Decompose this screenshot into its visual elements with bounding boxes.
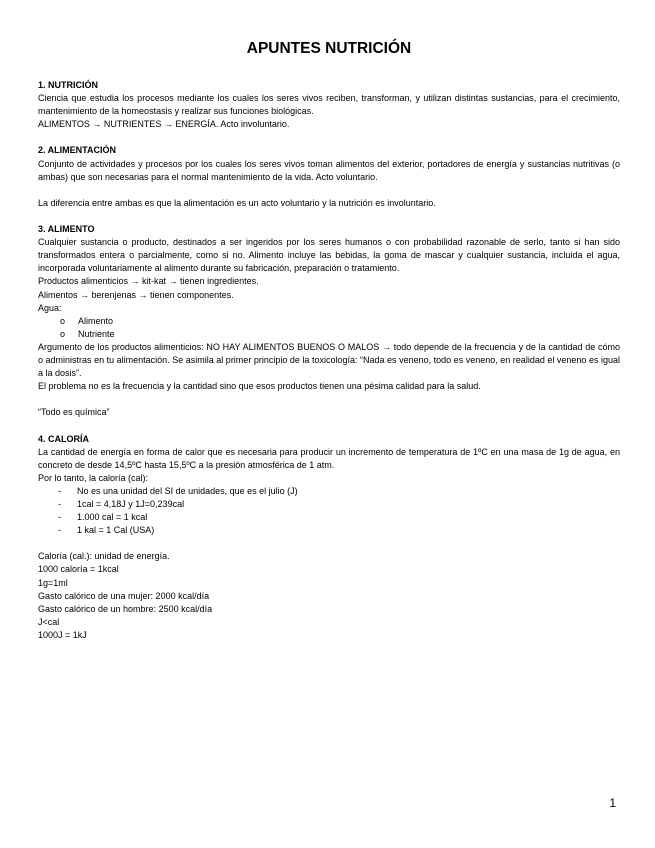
dash-marker: - bbox=[58, 512, 61, 523]
document-page bbox=[38, 40, 620, 642]
heading-nutricion: 1. NUTRICIÓN bbox=[38, 80, 99, 90]
alimento-definition: Cualquier sustancia o producto, destinados a ser ingeridos por los seres humanos o con probabilidad razonable de serlo, tanto si han sido transformados entera o parcialmente, como si no. Alimento incluye las bebidas, la goma de mascar y cualquier sustancia, incluida el agua, incorporada voluntariamente al alimento durante su fabricación, preparación o tratamiento. bbox=[38, 237, 620, 274]
heading-alimentacion: 2. ALIMENTACIÓN bbox=[38, 145, 116, 156]
list-item: o Alimento bbox=[38, 315, 620, 328]
note-line: 1000J = 1kJ bbox=[38, 629, 87, 640]
note-line: Caloría (cal.): unidad de energía. bbox=[38, 551, 170, 562]
list-item: - 1 kal = 1 Cal (USA) bbox=[38, 524, 620, 537]
caloria-definition: La cantidad de energía en forma de calor que es necesaria para producir un incremento de temperatura de 1ºC en una masa de 1g de agua, en concreto de desde 14,5ºC hasta 15,5ºC a la presión atmosférica de 1 atm. bbox=[38, 446, 620, 470]
heading-alimento: 3. ALIMENTO bbox=[38, 224, 95, 235]
heading-caloria: 4. CALORÍA bbox=[38, 433, 90, 444]
section-alimento bbox=[38, 223, 620, 419]
note-line: J<cal bbox=[38, 616, 60, 627]
section-nutricion bbox=[38, 79, 620, 131]
problem-line: El problema no es la frecuencia y la cantidad sino que esos productos tienen una pésima calidad para la salud. bbox=[38, 381, 481, 392]
dash-marker: - bbox=[58, 499, 61, 509]
list-item: - 1.000 cal = 1 kcal bbox=[38, 511, 620, 524]
difference-note: La diferencia entre ambas es que la alimentación es un acto voluntario y la nutrición es involuntario. bbox=[38, 197, 436, 208]
bullet-marker: o bbox=[60, 328, 66, 339]
agua-line: Agua: bbox=[38, 302, 62, 313]
section-caloria bbox=[38, 433, 620, 643]
note-line: Gasto calórico de un hombre: 2500 kcal/día bbox=[38, 603, 213, 614]
note-line: 1g=1ml bbox=[38, 577, 68, 588]
list-item: o Nutriente bbox=[38, 328, 620, 341]
dash-marker: - bbox=[58, 525, 61, 536]
caloria-intro: Por lo tanto, la caloría (cal): bbox=[38, 472, 149, 483]
section-alimentacion bbox=[38, 144, 620, 209]
list-item: - No es una unidad del SI de unidades, que es el julio (J) bbox=[38, 485, 620, 498]
agua-list bbox=[38, 315, 620, 341]
argument-paragraph: Argumento de los productos alimenticios: NO HAY ALIMENTOS BUENOS O MALOS → todo depende de la frecuencia y de la cantidad de cómo o administras en tu alimentación. Se asimila al primer principio de la toxicología: “Nada es veneno, todo es veneno, en realidad el veneno es igual a la dosis”. bbox=[38, 341, 620, 379]
page-title: APUNTES NUTRICIÓN bbox=[246, 40, 412, 57]
list-item: - 1cal = 4,18J y 1J=0,239cal bbox=[38, 498, 620, 511]
nutricion-chain: ALIMENTOS → NUTRIENTES → ENERGÍA. Acto involuntario. bbox=[38, 119, 290, 130]
productos-line: Productos alimenticios → kit-kat → tienen ingredientes. bbox=[38, 276, 259, 287]
note-line: Gasto calórico de una mujer: 2000 kcal/día bbox=[38, 590, 210, 601]
quote-line: “Todo es química” bbox=[38, 407, 110, 418]
page-number: 1 bbox=[609, 796, 616, 810]
bullet-marker: o bbox=[60, 315, 66, 326]
note-line: 1000 caloría = 1kcal bbox=[38, 564, 119, 575]
caloria-list bbox=[38, 485, 620, 537]
alimentacion-definition: Conjunto de actividades y procesos por los cuales los seres vivos toman alimentos del exterior, portadores de energía y sustancias nutritivas (o ambas) que son necesarias para el normal mantenimiento de la vida. Acto voluntario. bbox=[38, 158, 620, 182]
dash-marker: - bbox=[58, 485, 61, 496]
nutricion-definition: Ciencia que estudia los procesos mediante los cuales los seres vivos reciben, transforman, y utilizan distintas sustancias, para el crecimiento, mantenimiento de la homeostasis y realizar sus funciones biológicas. bbox=[38, 93, 620, 117]
alimentos-line: Alimentos → berenjenas → tienen componentes. bbox=[38, 289, 234, 300]
